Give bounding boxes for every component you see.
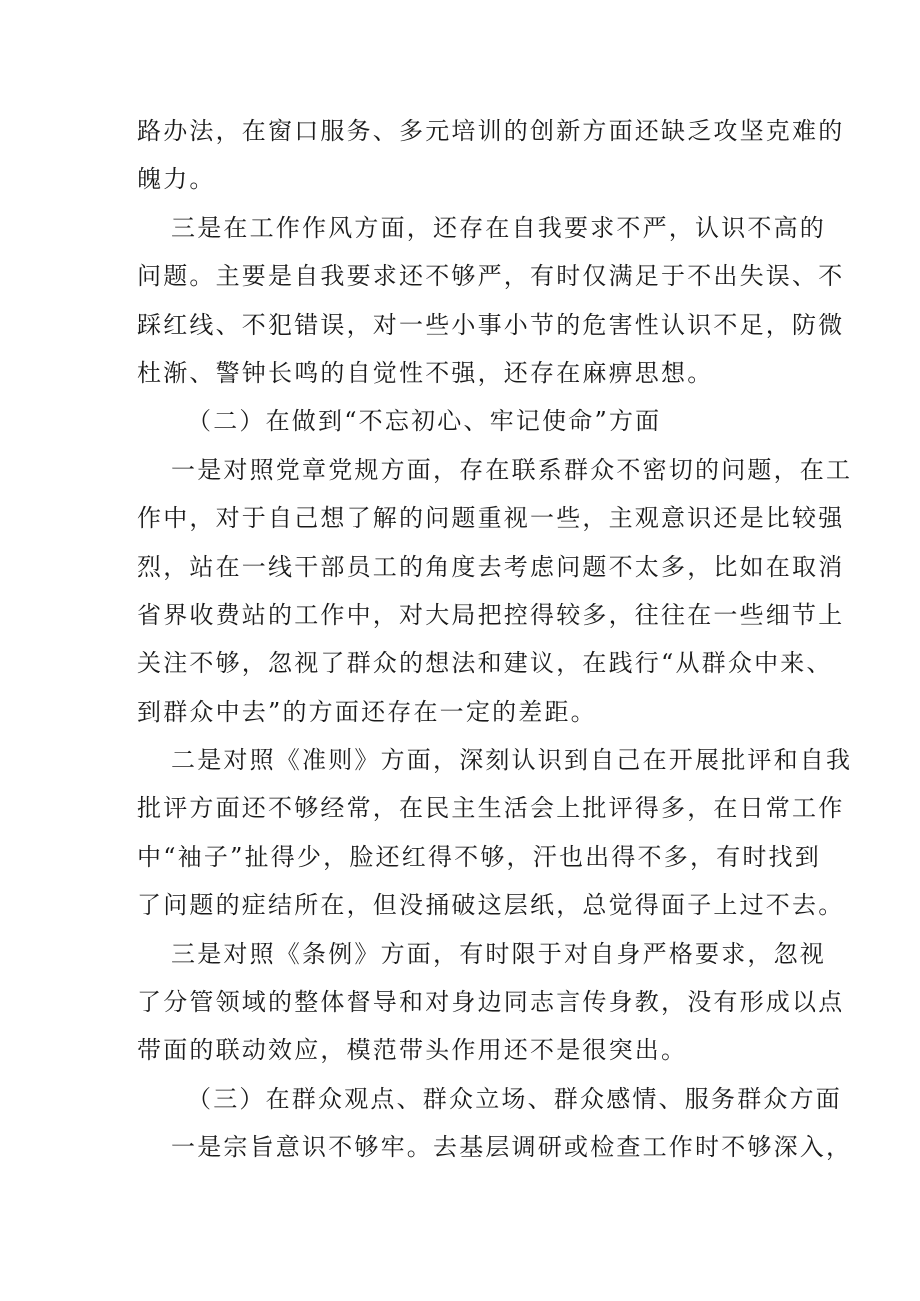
text-line: 路办法，在窗口服务、多元培训的创新方面还缺乏攻坚克难的 <box>137 117 845 145</box>
section-heading: （三）在群众观点、群众立场、群众感情、服务群众方面 <box>187 1084 842 1113</box>
text-line: 中“袖子”扯得少，脸还红得不够，汗也出得不多，有时找到 <box>137 842 821 871</box>
document-body <box>137 107 853 1172</box>
paragraph-first-line: 一是对照党章党规方面，存在联系群众不密切的问题，在工 <box>171 455 853 484</box>
paragraph-first-line: 三是在工作作风方面，还存在自我要求不严，认识不高的 <box>171 213 826 242</box>
paragraph-first-line: 一是宗旨意识不够牢。去基层调研或检查工作时不够深入， <box>171 1133 853 1162</box>
text-line: 关注不够，忽视了群众的想法和建议，在践行“从群众中来、 <box>137 649 833 678</box>
text-line: 批评方面还不够经常，在民主生活会上批评得多，在日常工作 <box>137 794 845 823</box>
text-line: 到群众中去”的方面还存在一定的差距。 <box>137 697 597 726</box>
paragraph-first-line: 二是对照《准则》方面，深刻认识到自己在开展批评和自我 <box>171 746 853 775</box>
text-line: 了问题的症结所在，但没捅破这层纸，总觉得面子上过不去。 <box>137 891 845 920</box>
text-line: 杜渐、警钟长鸣的自觉性不强，还存在麻痹思想。 <box>137 358 714 387</box>
text-line: 了分管领域的整体督导和对身边同志言传身教，没有形成以点 <box>137 988 845 1017</box>
text-line: 魄力。 <box>137 165 216 194</box>
text-line: 问题。主要是自我要求还不够严，有时仅满足于不出失误、不 <box>137 262 845 291</box>
text-line: 踩红线、不犯错误，对一些小事小节的危害性认识不足，防微 <box>137 310 845 339</box>
text-line: 烈，站在一线干部员工的角度去考虑问题不太多，比如在取消 <box>137 552 845 581</box>
text-line: 作中，对于自己想了解的问题重视一些，主观意识还是比较强 <box>137 504 845 533</box>
text-line: 带面的联动效应，模范带头作用还不是很突出。 <box>137 1036 688 1065</box>
section-heading: （二）在做到“不忘初心、牢记使命”方面 <box>187 407 662 436</box>
paragraph-first-line: 三是对照《条例》方面，有时限于对自身严格要求，忽视 <box>171 939 826 968</box>
text-line: 省界收费站的工作中，对大局把控得较多，往往在一些细节上 <box>137 600 845 629</box>
